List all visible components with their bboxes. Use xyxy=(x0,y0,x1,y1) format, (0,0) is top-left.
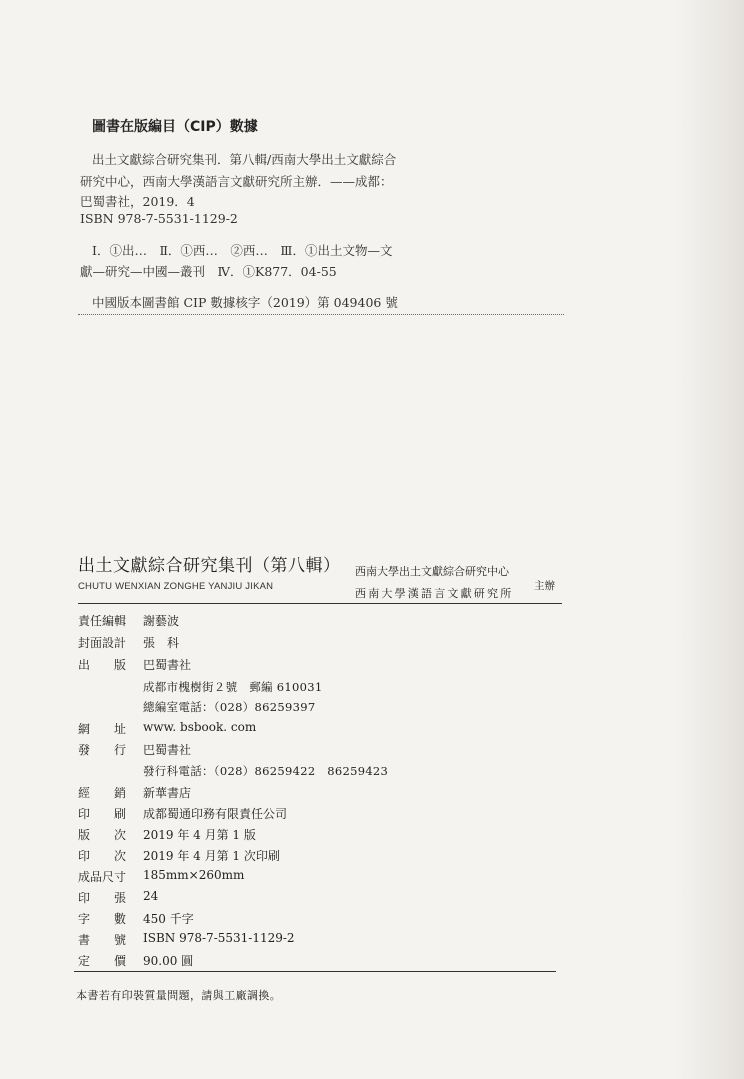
row-label-words: 字 數 xyxy=(78,912,127,926)
row-label-impression: 印 次 xyxy=(78,849,127,863)
row-label-size: 成品尺寸 xyxy=(78,870,127,884)
distributor: 巴蜀書社 xyxy=(143,743,192,757)
row-label-distributor: 發 行 xyxy=(78,743,127,757)
printed-sheets: 24 xyxy=(143,889,159,903)
row-label-publisher: 出 版 xyxy=(78,658,127,672)
bottom-rule xyxy=(74,971,556,972)
cip-line: 研究中心，西南大學漢語言文獻研究所主辦．——成都： xyxy=(80,174,393,189)
distributor-phone: 發行科電話：（028）86259422 86259423 xyxy=(143,764,389,778)
row-label-printer: 印 刷 xyxy=(78,807,127,821)
word-count: 450 千字 xyxy=(143,912,194,926)
organizer-2: 西南大學漢語言文獻研究所 xyxy=(355,587,514,600)
title-rule xyxy=(78,603,562,604)
row-label-cover-design: 封面設計 xyxy=(78,636,127,650)
page-edge-shadow xyxy=(674,0,744,1079)
organizer-1: 西南大學出土文獻綜合研究中心 xyxy=(355,565,509,578)
cip-data-number: 中國版本圖書館 CIP 數據核字（2019）第 049406 號 xyxy=(92,295,398,310)
row-label-website: 網 址 xyxy=(78,722,127,736)
row-label-sheets: 印 張 xyxy=(78,891,127,905)
cover-designer: 張 科 xyxy=(143,636,180,650)
publisher-address: 成都市槐樹街２號 郵編 610031 xyxy=(143,680,323,694)
dotted-divider xyxy=(78,314,564,315)
price: 90.00 圓 xyxy=(143,954,194,968)
seller: 新華書店 xyxy=(143,786,192,800)
cip-heading: 圖書在版編目（CIP）數據 xyxy=(92,119,258,135)
editor-role: 主辦 xyxy=(534,580,555,592)
cip-line: 出土文獻綜合研究集刊．第八輯/西南大學出土文獻綜合 xyxy=(92,152,397,167)
row-label-price: 定 價 xyxy=(78,954,127,968)
cip-line: 巴蜀書社，2019．4 xyxy=(80,194,195,209)
website: www. bsbook. com xyxy=(143,720,257,734)
row-label-edition: 版 次 xyxy=(78,828,127,842)
row-label-responsible-editor: 責任編輯 xyxy=(78,614,127,628)
cip-line: Ⅰ．①出… Ⅱ．①西… ②西… Ⅲ．①出土文物—文 xyxy=(92,243,393,258)
row-label-seller: 經 銷 xyxy=(78,786,127,800)
responsible-editor: 謝藝波 xyxy=(143,614,180,628)
cip-line: 獻—研究—中國—叢刊 Ⅳ．①K877．04-55 xyxy=(80,264,337,279)
row-label-isbn: 書 號 xyxy=(78,933,127,947)
book-title: 出土文獻綜合研究集刊（第八輯） xyxy=(78,556,341,576)
quality-footnote: 本書若有印裝質量問題，請與工廠調換。 xyxy=(76,989,282,1002)
cip-line: ISBN 978-7-5531-1129-2 xyxy=(80,211,238,226)
impression: 2019 年 4 月第 1 次印刷 xyxy=(143,849,280,863)
isbn: ISBN 978-7-5531-1129-2 xyxy=(143,931,295,945)
book-title-pinyin: CHUTU WENXIAN ZONGHE YANJIU JIKAN xyxy=(78,581,274,592)
publisher-phone: 總編室電話：（028）86259397 xyxy=(143,700,316,714)
edition: 2019 年 4 月第 1 版 xyxy=(143,828,256,842)
publisher: 巴蜀書社 xyxy=(143,658,192,672)
printer: 成都蜀通印務有限責任公司 xyxy=(143,807,288,821)
trim-size: 185mm×260mm xyxy=(143,868,245,882)
